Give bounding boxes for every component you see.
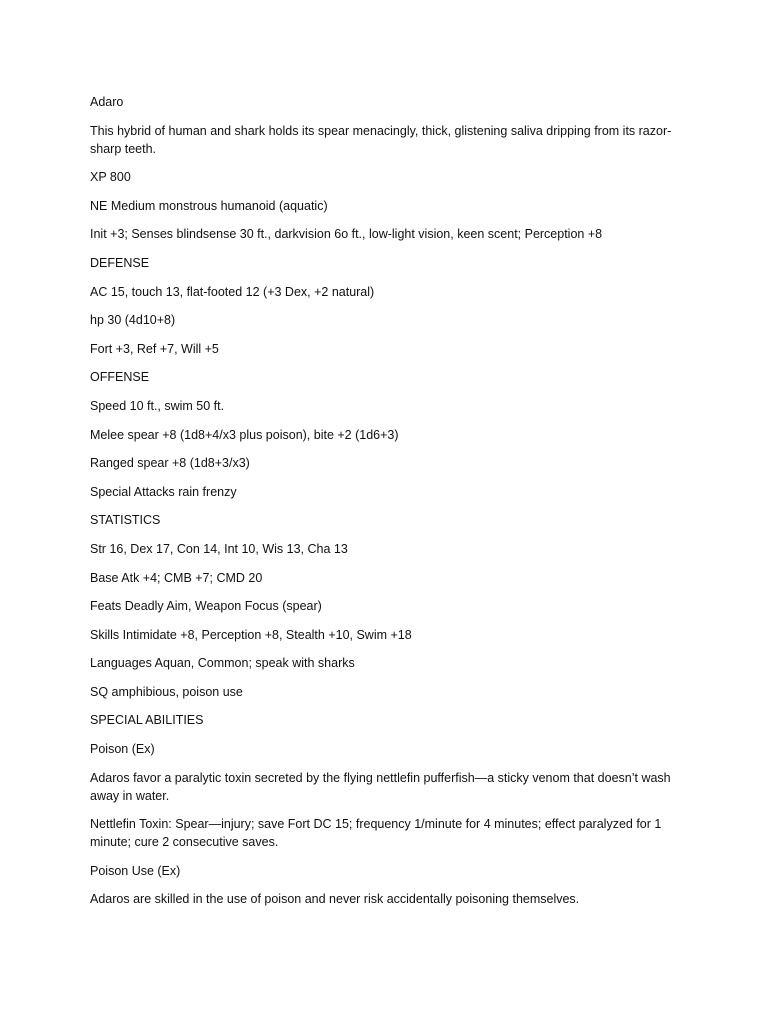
xp-line: XP 800 [90,170,131,185]
ac-line: AC 15, touch 13, flat-footed 12 (+3 Dex, +2 natural) [90,284,375,299]
languages-line: Languages Aquan, Common; speak with sharks [90,656,355,671]
poison-description: Adaros favor a paralytic toxin secreted by the flying nettlefin pufferfish—a sticky venom that doesn’t wash away in water. [90,770,671,803]
base-attack-line: Base Atk +4; CMB +7; CMD 20 [90,570,263,585]
melee-line: Melee spear +8 (1d8+4/x3 plus poison), bite +2 (1d6+3) [90,427,399,442]
section-heading-statistics: STATISTICS [90,513,161,528]
type-line: NE Medium monstrous humanoid (aquatic) [90,198,328,213]
special-attacks-line: Special Attacks rain frenzy [90,484,237,499]
sq-line: SQ amphibious, poison use [90,684,243,699]
ranged-line: Ranged spear +8 (1d8+3/x3) [90,456,250,471]
ability-scores-line: Str 16, Dex 17, Con 14, Int 10, Wis 13, Cha 13 [90,541,348,556]
saves-line: Fort +3, Ref +7, Will +5 [90,341,219,356]
poison-use-description: Adaros are skilled in the use of poison and never risk accidentally poisoning themselves. [90,892,580,907]
speed-line: Speed 10 ft., swim 50 ft. [90,398,225,413]
poison-heading: Poison (Ex) [90,742,155,757]
document-page [90,93,680,919]
feats-line: Feats Deadly Aim, Weapon Focus (spear) [90,599,322,614]
section-heading-offense: OFFENSE [90,370,150,385]
poison-use-heading: Poison Use (Ex) [90,863,181,878]
doc-title: Adaro [90,95,124,109]
nettlefin-toxin-line: Nettlefin Toxin: Spear—injury; save Fort DC 15; frequency 1/minute for 4 minutes; effect paralyzed for 1 minute; cure 2 consecutive saves. [90,817,662,850]
init-senses-line: Init +3; Senses blindsense 30 ft., darkvision 6o ft., low-light vision, keen scent; Perception +8 [90,227,603,242]
section-heading-defense: DEFENSE [90,255,150,270]
section-heading-special-abilities: SPECIAL ABILITIES [90,713,204,728]
description-paragraph: This hybrid of human and shark holds its spear menacingly, thick, glistening saliva dripping from its razor-sharp teeth. [90,123,672,156]
skills-line: Skills Intimidate +8, Perception +8, Stealth +10, Swim +18 [90,627,412,642]
hp-line: hp 30 (4d10+8) [90,313,176,328]
